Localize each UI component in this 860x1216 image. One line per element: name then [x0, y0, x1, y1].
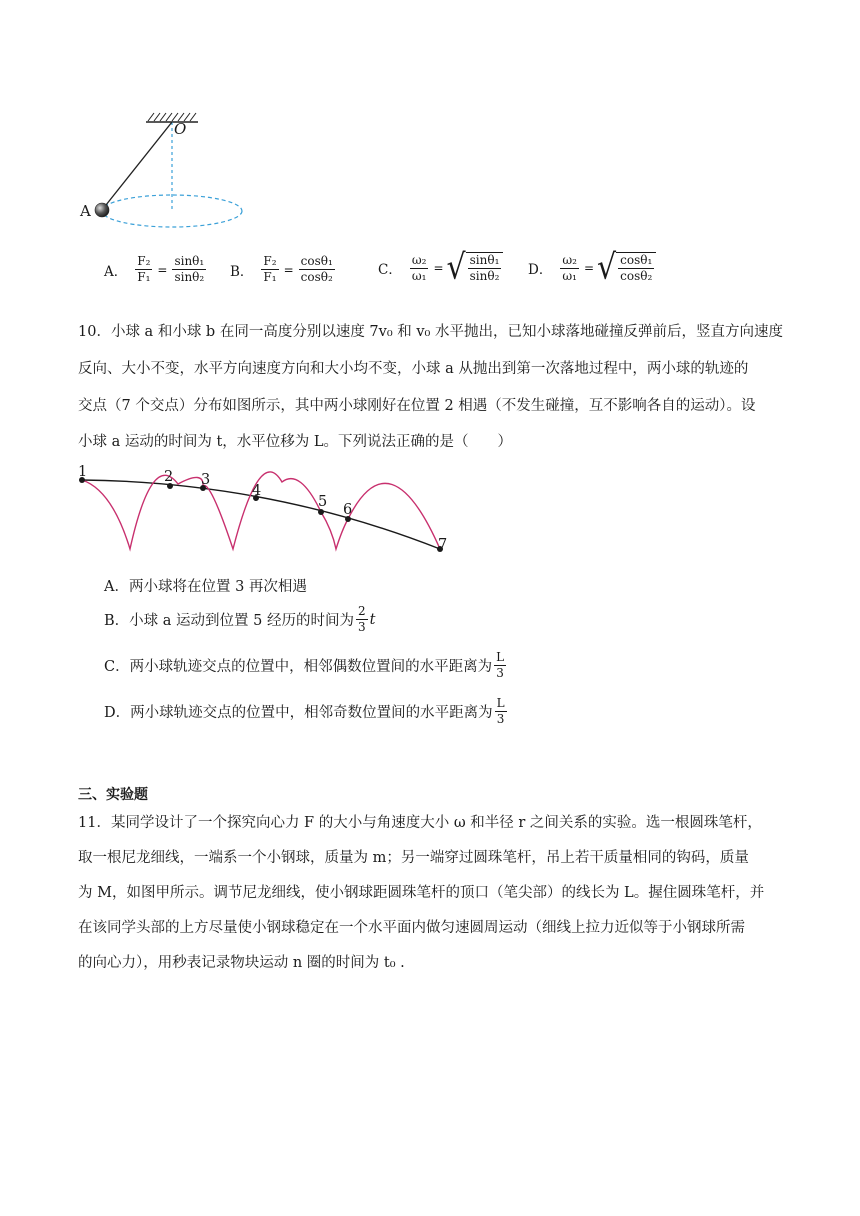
- point-label-6: 6: [343, 502, 353, 518]
- q10-choice-c[interactable]: C．两小球轨迹交点的位置中，相邻偶数位置间的水平距离为 $\frac{L}{3}$: [104, 650, 505, 680]
- fraction: $\frac{L}{3}$: [496, 650, 505, 680]
- fraction: $\frac{\text{ω₂}}{\text{ω₁}}$: [562, 252, 577, 283]
- point-label-3: 3: [201, 472, 211, 488]
- q9-option-c[interactable]: C． $\frac{\text{ω₂}}{\text{ω₁}}$ = √ $\frac{\text{sinθ₁}}{\text{sinθ₂}}$: [378, 252, 503, 284]
- trajectory-figure: [70, 460, 460, 560]
- fraction: $\frac{\text{cosθ₁}}{\text{cosθ₂}}$: [620, 253, 653, 283]
- q11-line-2: 取一根尼龙细线，一端系一个小钢球，质量为 m；另一端穿过圆珠笔杆，吊上若干质量相同的钩码，质量: [78, 850, 749, 866]
- fraction: $\frac{\text{ω₂}}{\text{ω₁}}$: [411, 252, 427, 283]
- q11-line-1: 11．某同学设计了一个探究向心力 F 的大小与角速度大小 ω 和半径 r 之间关系的实验。选一根圆珠笔杆，: [78, 815, 762, 831]
- section-title: 三、实验题: [78, 787, 148, 803]
- option-label: D．: [528, 262, 553, 278]
- q10-choice-d[interactable]: D．两小球轨迹交点的位置中，相邻奇数位置间的水平距离为 $\frac{L}{3}$: [104, 696, 505, 726]
- q10-choice-a[interactable]: A．两小球将在位置 3 再次相遇: [104, 579, 307, 595]
- q10-line-3: 交点（7 个交点）分布如图所示，其中两小球刚好在位置 2 相遇（不发生碰撞，互不影响各自的运动）。设: [78, 398, 756, 414]
- point-a-label: A: [80, 202, 91, 220]
- point-o-label: O: [174, 120, 187, 138]
- fraction: $\frac{\text{cosθ₁}}{\text{cosθ₂}}$: [300, 254, 333, 284]
- q10-line-1: 10．小球 a 和小球 b 在同一高度分别以速度 7v₀ 和 v₀ 水平抛出，已知小球落地碰撞反弹前后，竖直方向速度: [78, 324, 783, 340]
- sqrt-sign: √ $\frac{\text{sinθ₁}}{\text{sinθ₂}}$: [447, 252, 504, 284]
- fraction: $\frac{\text{F₂}}{\text{F₁}}$: [263, 254, 277, 284]
- q10-choice-b[interactable]: B．小球 a 运动到位置 5 经历的时间为 $\frac{2}{3}$ t: [104, 604, 376, 634]
- point-label-1: 1: [78, 464, 88, 480]
- fraction: $\frac{\text{sinθ₁}}{\text{sinθ₂}}$: [469, 253, 500, 283]
- q9-option-b[interactable]: B． $\frac{\text{F₂}}{\text{F₁}}$ = $\frac{\text{cosθ₁}}{\text{cosθ₂}}$: [230, 254, 333, 284]
- option-label: B．: [230, 263, 254, 280]
- q9-option-d[interactable]: D． $\frac{\text{ω₂}}{\text{ω₁}}$ = √ $\frac{\text{cosθ₁}}{\text{cosθ₂}}$: [528, 252, 656, 284]
- q10-line-2: 反向、大小不变，水平方向速度方向和大小均不变，小球 a 从抛出到第一次落地过程中，两小球的轨迹的: [78, 361, 749, 377]
- fraction: $\frac{L}{3}$: [496, 696, 505, 726]
- conical-pendulum-figure: [80, 110, 250, 230]
- fraction: $\frac{\text{F₂}}{\text{F₁}}$: [137, 254, 151, 284]
- point-label-4: 4: [252, 483, 262, 499]
- sqrt-sign: √ $\frac{\text{cosθ₁}}{\text{cosθ₂}}$: [597, 252, 656, 284]
- fraction: $\frac{2}{3}$: [357, 604, 366, 634]
- point-label-5: 5: [318, 494, 328, 510]
- point-label-2: 2: [164, 469, 174, 485]
- q9-option-a[interactable]: A． $\frac{\text{F₂}}{\text{F₁}}$ = $\frac{\text{sinθ₁}}{\text{sinθ₂}}$: [104, 254, 205, 284]
- point-label-7: 7: [438, 537, 448, 553]
- q11-line-3: 为 M，如图甲所示。调节尼龙细线，使小钢球距圆珠笔杆的顶口（笔尖部）的线长为 L。握住圆珠笔杆，并: [78, 885, 765, 901]
- q11-line-4: 在该同学头部的上方尽量使小钢球稳定在一个水平面内做匀速圆周运动（细线上拉力近似等于小钢球所需: [78, 920, 745, 936]
- fraction: $\frac{\text{sinθ₁}}{\text{sinθ₂}}$: [174, 254, 205, 284]
- option-label: C．: [378, 262, 402, 278]
- option-label: A．: [104, 263, 128, 280]
- q11-line-5: 的向心力），用秒表记录物块运动 n 圈的时间为 t₀ .: [78, 955, 405, 971]
- q10-line-4: 小球 a 运动的时间为 t，水平位移为 L。下列说法正确的是（ ）: [78, 434, 513, 450]
